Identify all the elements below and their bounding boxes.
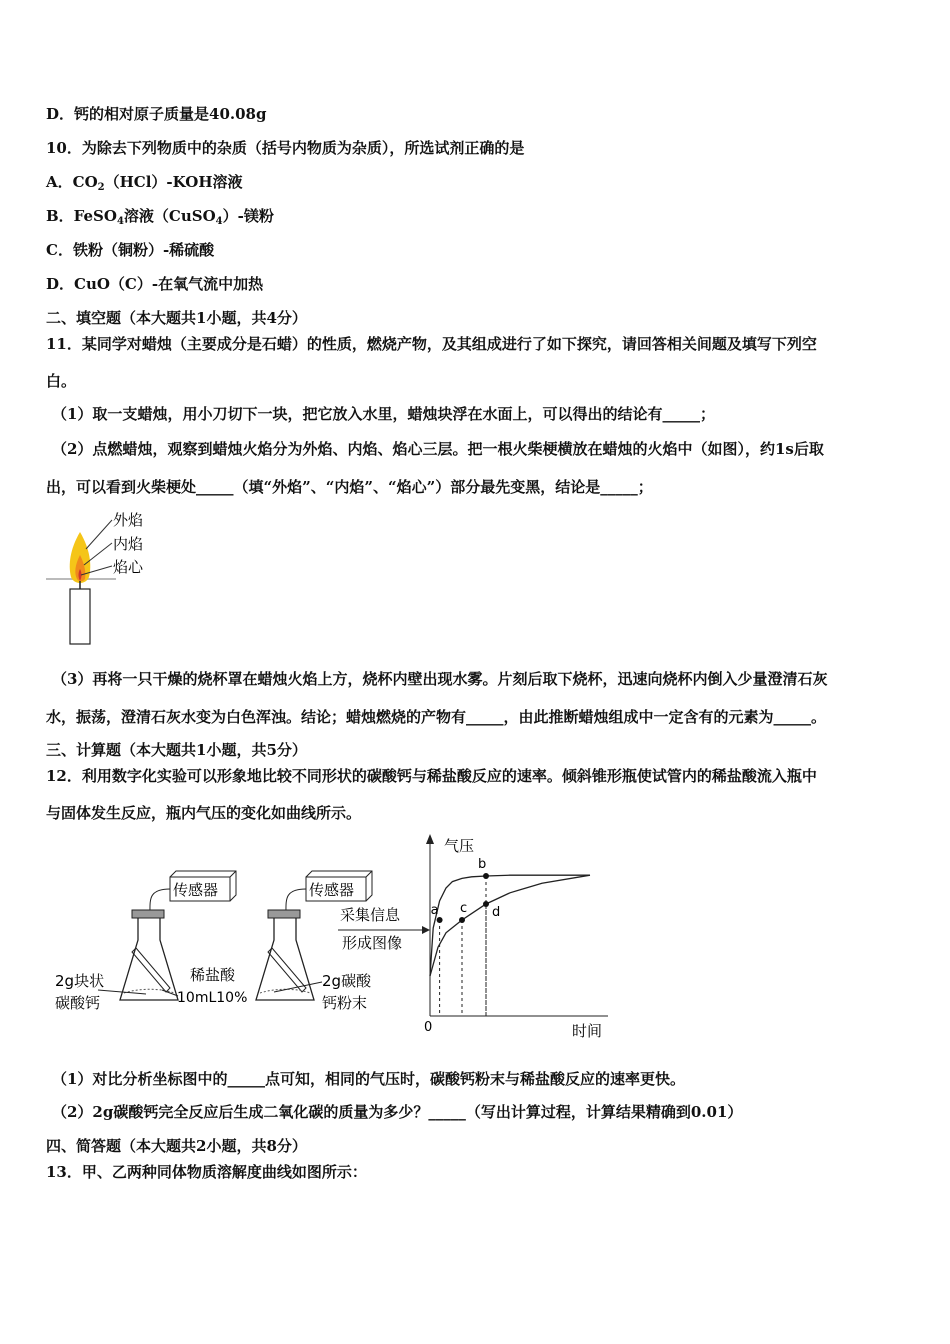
q11-part3-line1: （3）再将一只干燥的烧杯罩在蜡烛火焰上方，烧杯内壁出现水雾。片刻后取下烧杯，迅速向烧杯内倒入少量澄清石灰 [52, 670, 828, 688]
q11-part2-line1: （2）点燃蜡烛，观察到蜡烛火焰分为外焰、内焰、焰心三层。把一根火柴梗横放在蜡烛的火焰中（如图），约1s后取 [52, 440, 824, 458]
left-solid-line2: 碳酸钙 [55, 994, 101, 1012]
sensor-label-1: 传感器 [173, 881, 219, 899]
q10-option-c: C．铁粉（铜粉）-稀硫酸 [46, 241, 215, 259]
q11-stem-line1: 11．某同学对蜡烛（主要成分是石蜡）的性质，燃烧产物，及其组成进行了如下探究，请回答相关间题及填写下列空 [46, 335, 817, 353]
acid-label-line1: 稀盐酸 [190, 966, 236, 984]
q11-part3-line2: 水，振荡，澄清石灰水变为白色浑浊。结论；蜡烛燃烧的产物有_____，由此推断蜡烛组成中一定含有的元素为_____。 [46, 708, 827, 726]
point-label-c: c [460, 901, 468, 916]
q10-option-b: B．FeSO$_4$溶液（CuSO$_4$）-镁粉 [46, 207, 274, 227]
arrow-label-line2: 形成图像 [342, 934, 403, 952]
q11-part1: （1）取一支蜡烛，用小刀切下一块，把它放入水里，蜡烛块浮在水面上，可以得出的结论有_____； [52, 405, 715, 423]
left-solid-line1: 2g块状 [55, 972, 105, 990]
point-d [483, 901, 489, 907]
right-solid-line2: 钙粉末 [322, 994, 368, 1012]
point-label-a: a [430, 903, 439, 918]
point-label-b: b [478, 857, 487, 872]
x-axis-label: 时间 [572, 1022, 603, 1040]
q11-stem-line2: 白。 [46, 372, 77, 390]
origin-label: 0 [424, 1020, 433, 1035]
section-2-title: 二、填空题（本大题共1小题，共4分） [46, 309, 307, 327]
outer-flame-label: 外焰 [113, 511, 144, 529]
right-solid-line1: 2g碳酸 [322, 972, 372, 990]
q9-option-d: D．钙的相对原子质量是40.08g [46, 105, 267, 123]
point-c [459, 917, 465, 923]
arrow-label-line1: 采集信息 [340, 906, 401, 924]
q12-part2: （2）2g碳酸钙完全反应后生成二氧化碳的质量为多少？_____（写出计算过程，计算结果精确到0.01） [52, 1103, 743, 1121]
q12-part1: （1）对比分析坐标图中的_____点可知，相同的气压时，碳酸钙粉末与稀盐酸反应的速率更快。 [52, 1070, 685, 1088]
q10-stem: 10．为除去下列物质中的杂质（括号内物质为杂质），所选试剂正确的是 [46, 139, 525, 157]
q11-part2-line2: 出，可以看到火柴梗处_____（填“外焰”、“内焰”、“焰心”）部分最先变黑，结论是_____； [46, 478, 653, 496]
series-line-2 [430, 875, 590, 976]
section-3-title: 三、计算题（本大题共1小题，共5分） [46, 741, 307, 759]
acid-label-line2: 10mL10% [177, 990, 248, 1006]
y-axis-label: 气压 [444, 837, 475, 855]
q10-option-d: D．CuO（C）-在氧气流中加热 [46, 275, 264, 293]
sensor-label-2: 传感器 [309, 881, 355, 899]
q13-stem: 13．甲、乙两种同体物质溶解度曲线如图所示： [46, 1163, 367, 1181]
q12-stem-line2: 与固体发生反应，瓶内气压的变化如曲线所示。 [46, 804, 362, 822]
point-label-d: d [492, 905, 501, 920]
inner-flame-label: 内焰 [113, 535, 144, 553]
q12-stem-line1: 12．利用数字化实验可以形象地比较不同形状的碳酸钙与稀盐酸反应的速率。倾斜锥形瓶使试管内的稀盐酸流入瓶中 [46, 767, 817, 785]
flame-core-label: 焰心 [113, 558, 144, 576]
q10-option-a: A．$CO_2(HCl)$-KOH溶液 [46, 173, 243, 193]
point-b [483, 873, 489, 879]
section-4-title: 四、简答题（本大题共2小题，共8分） [46, 1137, 307, 1155]
